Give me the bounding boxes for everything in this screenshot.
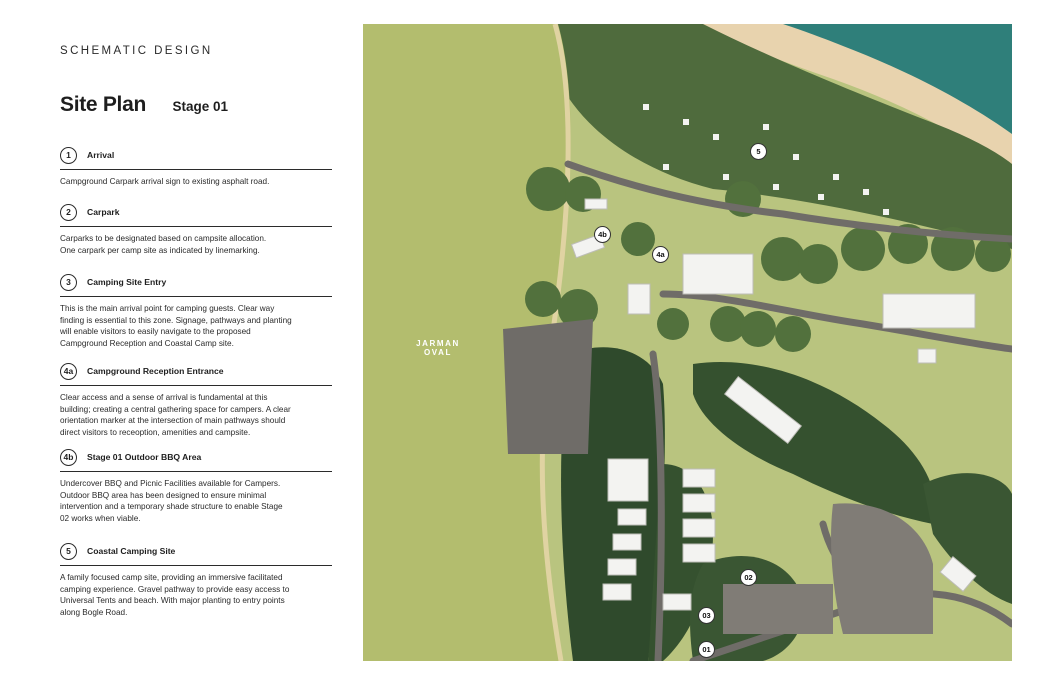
section-body: A family focused camp site, providing an immersive facilitated camping experience. Gravel pathway to provide easy access to Universal Tents and beach. With major planting to entry points along Bogle Road. [60, 573, 290, 617]
page-title [60, 93, 228, 117]
section-body: Campground Carpark arrival sign to existing asphalt road. [60, 177, 270, 186]
site-plan-map [363, 24, 1012, 661]
number-badge: 4b [60, 449, 77, 466]
marker-03: 03 [698, 607, 715, 624]
parking-area [503, 319, 593, 454]
number-badge: 1 [60, 147, 77, 164]
section-title: Campground Reception Entrance [87, 366, 224, 376]
section-title: Stage 01 Outdoor BBQ Area [87, 452, 202, 462]
legend-item-arrival [60, 144, 332, 188]
legend-item-bbq [60, 446, 332, 524]
legend-item-reception [60, 360, 332, 438]
section-title: Arrival [87, 150, 115, 160]
number-badge: 5 [60, 543, 77, 560]
section-title: Coastal Camping Site [87, 546, 176, 556]
section-title: Camping Site Entry [87, 277, 167, 287]
section-body: Undercover BBQ and Picnic Facilities available for Campers. Outdoor BBQ area has been designed to ensure minimal intervention and a temporary shade structure to enable Stage 02 works when viable. [60, 479, 283, 523]
legend-item-coastal-camping [60, 540, 332, 618]
eyebrow-label: SCHEMATIC DESIGN [60, 45, 213, 57]
legend-item-carpark [60, 201, 332, 256]
section-body: This is the main arrival point for camping guests. Clear way finding is essential to this zone. Signage, pathways and planting will enable visitors to easily navigate to the proposed Campground Reception and Coastal Camp site. [60, 304, 292, 348]
title-text: Site Plan [60, 93, 146, 116]
number-badge: 4a [60, 363, 77, 380]
legend-item-camping-entry [60, 271, 332, 349]
marker-02: 02 [740, 569, 757, 586]
stage-label: Stage 01 [172, 99, 228, 114]
marker-4a: 4a [652, 246, 669, 263]
marker-4b: 4b [594, 226, 611, 243]
oval-label: JARMAN OVAL [416, 339, 460, 357]
number-badge: 2 [60, 204, 77, 221]
section-body: Clear access and a sense of arrival is fundamental at this building; creating a central gathering space for campers. A clear orientation marker at the intersection of main pathways should direct visitors to receoption, amenities and campsite. [60, 393, 291, 437]
marker-01: 01 [698, 641, 715, 658]
section-title: Carpark [87, 207, 120, 217]
section-body: Carparks to be designated based on campsite allocation. One carpark per camp site as indicated by linemarking. [60, 234, 267, 255]
marker-5: 5 [750, 143, 767, 160]
number-badge: 3 [60, 274, 77, 291]
